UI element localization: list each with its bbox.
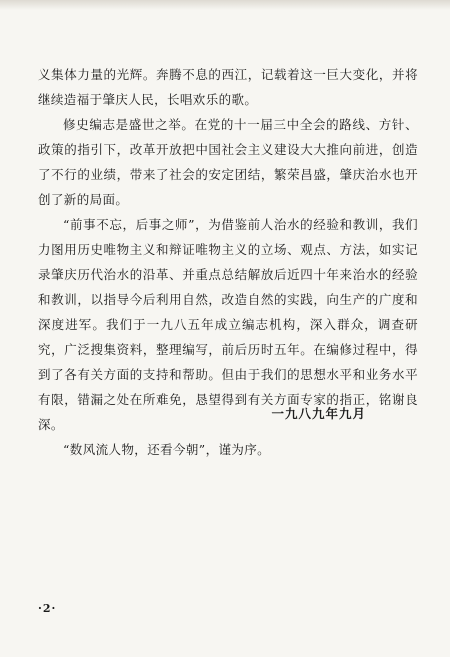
scan-top-edge: [0, 0, 450, 10]
preface-date: 一九八九年九月: [271, 406, 366, 421]
paragraph: 义集体力量的光辉。奔腾不息的西江，记载着这一巨大变化，并将继续造福于肇庆人民，长唱欢乐的歌。: [38, 67, 418, 107]
paragraph: “前事不忘，后事之师”，为借鉴前人治水的经验和教训，我们力图用历史唯物主义和辩证唯物主义的立场、观点、方法，如实记录肇庆历代治水的沿革、并重点总结解放后近四十年来治水的经验和教训，以指导今后利用自然，改造自然的实践，向生产的广度和深度进军。我们于一九八五年成立编志机构，深入群众，调查研究，广泛搜集资料，整理编写，前后历时五年。在编修过程中，得到了各有关方面的支持和帮助。但由于我们的思想水平和业务水平有限，错漏之处在所难免，恳望得到有关方面专家的指正，铭谢良深。: [38, 217, 418, 432]
paragraph: 修史编志是盛世之举。在党的十一届三中全会的路线、方针、政策的指引下，改革开放把中国社会主义建设大大推向前进，创造了不行的业绩，带来了社会的安定团结，繁荣昌盛，肇庆治水也开创了新的局面。: [38, 117, 418, 207]
page-number: ·2·: [38, 602, 57, 615]
paragraph: “数风流人物，还看今朝”，谨为序。: [63, 442, 271, 457]
preface-body: [38, 62, 418, 462]
